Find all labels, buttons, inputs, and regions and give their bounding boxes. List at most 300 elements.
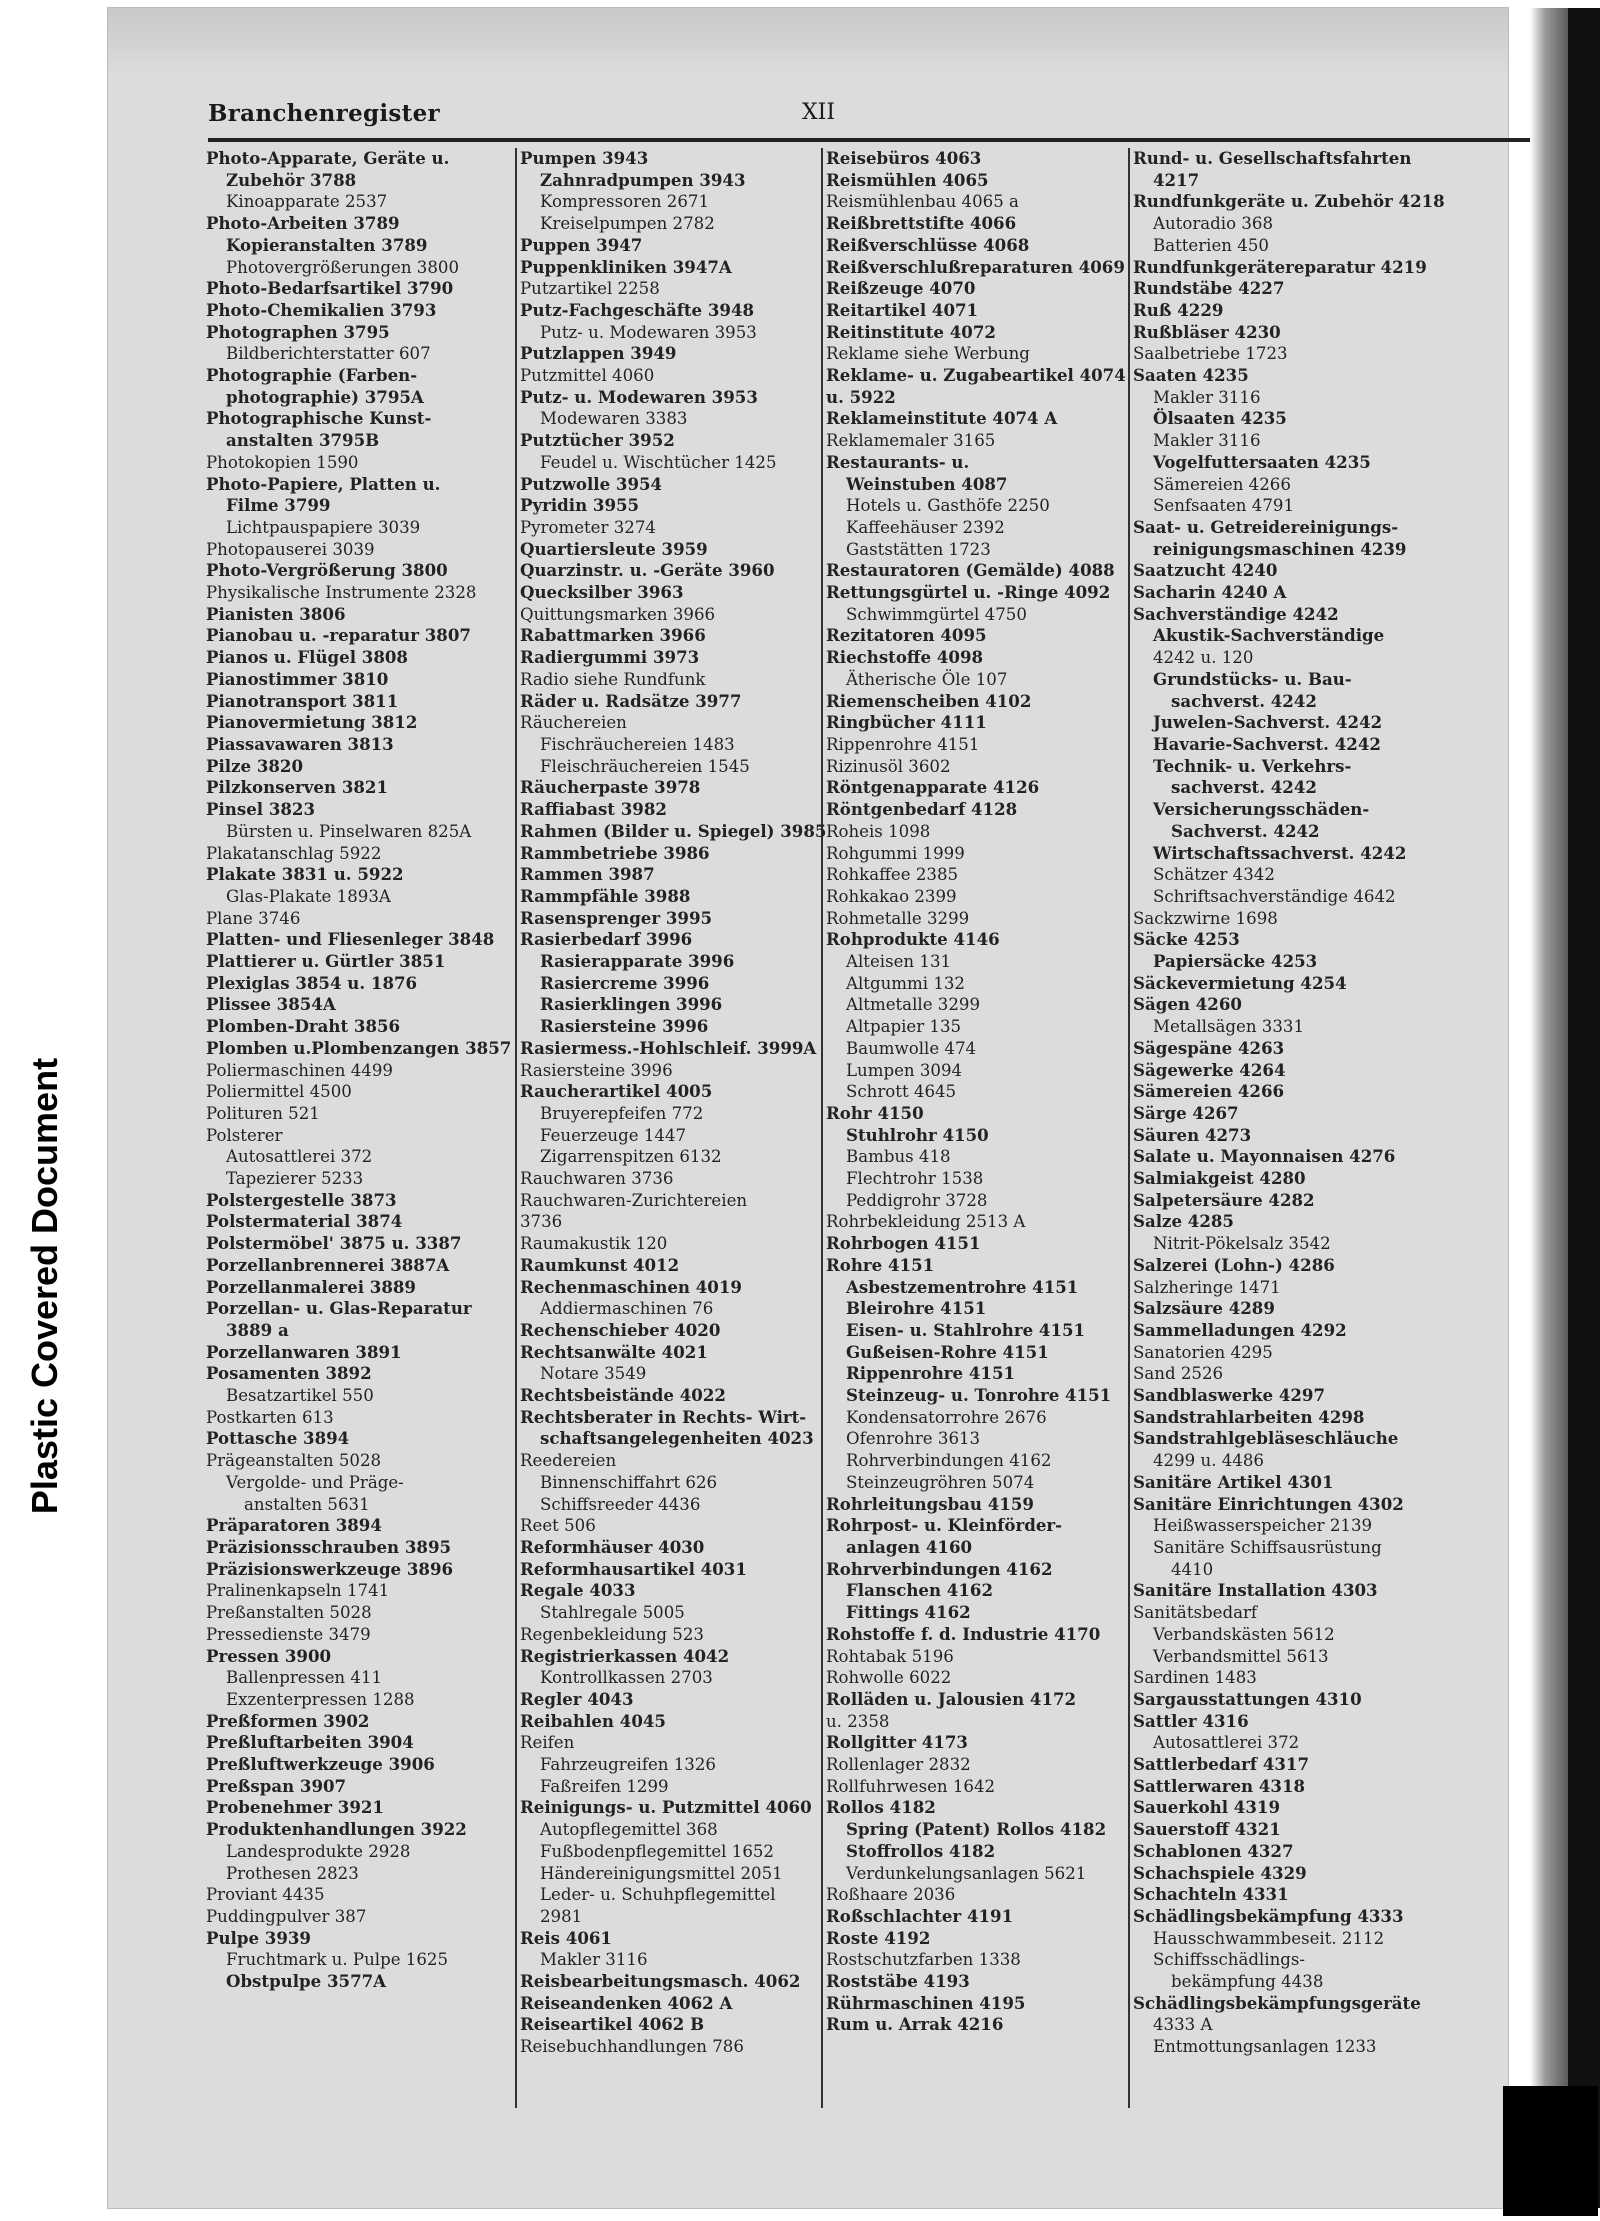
index-entry: Reifen bbox=[520, 1733, 575, 1753]
index-entry: Reklameinstitute 4074 A bbox=[826, 408, 1058, 429]
index-entry: Kompressoren 2671 bbox=[540, 192, 710, 212]
index-entry: Photovergrößerungen 3800 bbox=[226, 257, 460, 277]
index-entry: Quecksilber 3963 bbox=[520, 582, 684, 603]
index-entry: Plexiglas 3854 u. 1876 bbox=[206, 972, 418, 993]
index-entry: Photo-Bedarfsartikel 3790 bbox=[206, 278, 454, 299]
index-entry: 4242 u. 120 bbox=[1153, 648, 1254, 668]
index-entry: Pianobau u. -reparatur 3807 bbox=[206, 625, 471, 646]
index-entry: Puddingpulver 387 bbox=[206, 1906, 367, 1926]
index-entry: Faßreifen 1299 bbox=[540, 1776, 669, 1796]
index-entry: Steinzeug- u. Tonrohre 4151 bbox=[846, 1385, 1112, 1406]
index-entry: Produktenhandlungen 3922 bbox=[206, 1819, 467, 1840]
index-entry: Stahlregale 5005 bbox=[540, 1603, 685, 1623]
index-entry: Reißverschlußreparaturen 4069 bbox=[826, 256, 1125, 277]
index-entry: Modewaren 3383 bbox=[540, 409, 688, 429]
index-entry: Autoradio 368 bbox=[1153, 214, 1274, 234]
index-entry: anstalten 5631 bbox=[244, 1494, 370, 1514]
index-entry: Leder- u. Schuhpflegemittel bbox=[540, 1885, 776, 1905]
index-entry: Registrierkassen 4042 bbox=[520, 1645, 730, 1666]
index-entry: Fischräuchereien 1483 bbox=[540, 734, 735, 754]
index-entry: Makler 3116 bbox=[540, 1950, 648, 1970]
index-entry: Rostschutzfarben 1338 bbox=[826, 1950, 1021, 1970]
index-entry: Reis 4061 bbox=[520, 1927, 612, 1948]
index-entry: Feuerzeuge 1447 bbox=[540, 1125, 687, 1145]
index-entry: Landesprodukte 2928 bbox=[226, 1841, 411, 1861]
index-entry: Rasierbedarf 3996 bbox=[520, 929, 693, 950]
index-entry: Rechtsberater in Rechts- Wirt- bbox=[520, 1406, 807, 1427]
index-entry: Photokopien 1590 bbox=[206, 452, 359, 472]
index-entry: Pyridin 3955 bbox=[520, 495, 640, 516]
index-entry: Lichtpauspapiere 3039 bbox=[226, 517, 421, 537]
index-entry: Flanschen 4162 bbox=[846, 1580, 993, 1601]
index-entry: Pressen 3900 bbox=[206, 1645, 332, 1666]
index-entry: Putzlappen 3949 bbox=[520, 343, 677, 364]
index-entry: Salzsäure 4289 bbox=[1133, 1298, 1275, 1319]
index-entry: Plattierer u. Gürtler 3851 bbox=[206, 951, 446, 972]
index-entry: Sandstrahlarbeiten 4298 bbox=[1133, 1406, 1365, 1427]
index-entry: Filme 3799 bbox=[226, 495, 331, 516]
index-entry: Sanitäre Installation 4303 bbox=[1133, 1580, 1378, 1601]
index-entry: Autosattlerei 372 bbox=[1153, 1733, 1300, 1753]
index-entry: Pianisten 3806 bbox=[206, 603, 346, 624]
index-entry: Rohkaffee 2385 bbox=[826, 865, 959, 885]
index-entry: Sämereien 4266 bbox=[1153, 474, 1291, 494]
index-entry: Polstermöbel' 3875 u. 3387 bbox=[206, 1233, 462, 1254]
index-entry: Verbandskästen 5612 bbox=[1153, 1624, 1335, 1644]
index-entry: Tapezierer 5233 bbox=[226, 1169, 364, 1189]
page-binding-edge bbox=[1530, 8, 1568, 2208]
index-entry: Bruyerepfeifen 772 bbox=[540, 1103, 704, 1123]
index-entry: Prothesen 2823 bbox=[226, 1863, 359, 1883]
index-entry: Bildberichterstatter 607 bbox=[226, 344, 431, 364]
index-entry: Spring (Patent) Rollos 4182 bbox=[846, 1819, 1107, 1840]
index-entry: Papiersäcke 4253 bbox=[1153, 951, 1318, 972]
side-label: Plastic Covered Document bbox=[24, 1057, 65, 1515]
index-entry: Pyrometer 3274 bbox=[520, 517, 656, 537]
index-entry: Bambus 418 bbox=[846, 1147, 951, 1167]
index-entry: Putzmittel 4060 bbox=[520, 366, 655, 386]
index-entry: Sandstrahlgebläseschläuche bbox=[1133, 1428, 1399, 1449]
index-entry: anstalten 3795B bbox=[226, 430, 380, 451]
index-entry: Technik- u. Verkehrs- bbox=[1153, 755, 1352, 776]
index-entry: Schiffsschädlings- bbox=[1153, 1950, 1306, 1970]
index-entry: Raumkunst 4012 bbox=[520, 1254, 680, 1275]
index-entry: Ofenrohre 3613 bbox=[846, 1429, 981, 1449]
index-entry: Notare 3549 bbox=[540, 1364, 647, 1384]
index-entry: Probenehmer 3921 bbox=[206, 1797, 384, 1818]
index-entry: Rohwolle 6022 bbox=[826, 1668, 952, 1688]
index-entry: Sammelladungen 4292 bbox=[1133, 1319, 1347, 1340]
index-entry: Gaststätten 1723 bbox=[846, 539, 991, 559]
index-entry: Rohrverbindungen 4162 bbox=[826, 1558, 1053, 1579]
index-entry: Roßhaare 2036 bbox=[826, 1885, 956, 1905]
index-entry: Metallsägen 3331 bbox=[1153, 1017, 1305, 1037]
index-entry: Rechenmaschinen 4019 bbox=[520, 1276, 742, 1297]
index-entry: Vogelfuttersaaten 4235 bbox=[1153, 451, 1371, 472]
index-entry: Schiffsreeder 4436 bbox=[540, 1494, 701, 1514]
index-entry: Havarie-Sachverst. 4242 bbox=[1153, 733, 1381, 754]
index-entry: Rollos 4182 bbox=[826, 1797, 936, 1818]
index-entry: Putz- u. Modewaren 3953 bbox=[520, 386, 758, 407]
index-entry: Fußbodenpflegemittel 1652 bbox=[540, 1841, 774, 1861]
index-entry: Säuren 4273 bbox=[1133, 1124, 1252, 1145]
index-entry: Raumakustik 120 bbox=[520, 1234, 668, 1254]
index-entry: Preßformen 3902 bbox=[206, 1710, 370, 1731]
index-entry: 4217 bbox=[1153, 169, 1200, 190]
index-entry: u. 5922 bbox=[826, 386, 896, 407]
index-entry: Makler 3116 bbox=[1153, 387, 1261, 407]
index-column-2 bbox=[520, 148, 825, 2058]
index-entry: Sanatorien 4295 bbox=[1133, 1342, 1273, 1362]
index-entry: Regler 4043 bbox=[520, 1688, 634, 1709]
index-entry: Händereinigungsmittel 2051 bbox=[540, 1863, 783, 1883]
index-entry: Entmottungsanlagen 1233 bbox=[1153, 2037, 1377, 2057]
index-entry: Sargausstattungen 4310 bbox=[1133, 1688, 1362, 1709]
index-entry: Photographen 3795 bbox=[206, 321, 390, 342]
index-entry: Piassavawaren 3813 bbox=[206, 733, 394, 754]
index-entry: Reisebüros 4063 bbox=[826, 148, 982, 168]
index-entry: Reitartikel 4071 bbox=[826, 299, 979, 320]
index-entry: Preßanstalten 5028 bbox=[206, 1603, 372, 1623]
index-entry: Reiseartikel 4062 B bbox=[520, 2014, 705, 2035]
index-entry: Räuchereien bbox=[520, 713, 627, 733]
index-entry: Riechstoffe 4098 bbox=[826, 647, 984, 668]
index-entry: Sattlerbedarf 4317 bbox=[1133, 1754, 1310, 1775]
index-entry: Reformhausartikel 4031 bbox=[520, 1558, 747, 1579]
index-entry: anlagen 4160 bbox=[846, 1537, 973, 1557]
index-entry: reinigungsmaschinen 4239 bbox=[1153, 538, 1407, 559]
scanned-page bbox=[108, 8, 1508, 2208]
index-entry: Photo-Vergrößerung 3800 bbox=[206, 560, 448, 581]
index-entry: Schachspiele 4329 bbox=[1133, 1862, 1307, 1883]
index-entry: Hotels u. Gasthöfe 2250 bbox=[846, 496, 1050, 516]
index-entry: Roststäbe 4193 bbox=[826, 1971, 970, 1992]
index-entry: Reklame- u. Zugabeartikel 4074 bbox=[826, 365, 1126, 386]
index-entry: Bürsten u. Pinselwaren 825A bbox=[226, 821, 472, 841]
index-entry: Rasiersteine 3996 bbox=[520, 1060, 673, 1080]
index-entry: Sanitäre Einrichtungen 4302 bbox=[1133, 1493, 1404, 1514]
index-entry: Restauratoren (Gemälde) 4088 bbox=[826, 560, 1115, 581]
index-entry: Roheis 1098 bbox=[826, 821, 931, 841]
index-entry: Saat- u. Getreidereinigungs- bbox=[1133, 516, 1399, 537]
index-entry: Plomben-Draht 3856 bbox=[206, 1016, 401, 1037]
index-entry: Reedereien bbox=[520, 1451, 617, 1471]
scan-border-corner bbox=[1503, 2086, 1598, 2216]
index-entry: 4299 u. 4486 bbox=[1153, 1451, 1264, 1471]
index-entry: Besatzartikel 550 bbox=[226, 1386, 374, 1406]
index-entry: Reißverschlüsse 4068 bbox=[826, 234, 1030, 255]
index-entry: Pralinenkapseln 1741 bbox=[206, 1581, 390, 1601]
index-entry: Rippenrohre 4151 bbox=[826, 734, 980, 754]
index-entry: Reißzeuge 4070 bbox=[826, 278, 976, 299]
index-column-3 bbox=[826, 148, 1131, 2036]
index-entry: Bleirohre 4151 bbox=[846, 1298, 987, 1319]
index-entry: Reiseandenken 4062 A bbox=[520, 1992, 733, 2013]
index-entry: Hausschwammbeseit. 2112 bbox=[1153, 1928, 1385, 1948]
index-entry: Rohkakao 2399 bbox=[826, 886, 957, 906]
index-entry: Pianostimmer 3810 bbox=[206, 668, 389, 689]
index-entry: Rundfunkgerätereparatur 4219 bbox=[1133, 256, 1427, 277]
index-entry: Photographische Kunst- bbox=[206, 408, 432, 429]
index-entry: Rizinusöl 3602 bbox=[826, 756, 951, 776]
index-entry: Sauerkohl 4319 bbox=[1133, 1797, 1280, 1818]
index-entry: Pressedienste 3479 bbox=[206, 1624, 371, 1644]
index-entry: Photo-Chemikalien 3793 bbox=[206, 299, 437, 320]
index-entry: Roste 4192 bbox=[826, 1927, 931, 1948]
index-entry: Rechtsbeistände 4022 bbox=[520, 1385, 726, 1406]
index-entry: Altgummi 132 bbox=[846, 973, 965, 993]
index-entry: Radio siehe Rundfunk bbox=[520, 669, 706, 689]
index-entry: Rasierapparate 3996 bbox=[540, 951, 735, 972]
index-entry: Rußbläser 4230 bbox=[1133, 321, 1281, 342]
index-entry: Preßluftwerkzeuge 3906 bbox=[206, 1754, 435, 1775]
index-entry: Proviant 4435 bbox=[206, 1885, 325, 1905]
index-entry: Kontrollkassen 2703 bbox=[540, 1668, 713, 1688]
index-entry: Altpapier 135 bbox=[846, 1017, 962, 1037]
index-entry: Photographie (Farben- bbox=[206, 365, 418, 386]
index-entry: Rohrbekleidung 2513 A bbox=[826, 1212, 1026, 1232]
index-entry: Rammbetriebe 3986 bbox=[520, 842, 710, 863]
index-entry: Kopieranstalten 3789 bbox=[226, 234, 428, 255]
index-entry: Rezitatoren 4095 bbox=[826, 625, 987, 646]
index-entry: Räder u. Radsätze 3977 bbox=[520, 690, 742, 711]
index-entry: 4410 bbox=[1171, 1559, 1214, 1579]
index-entry: Sandblaswerke 4297 bbox=[1133, 1385, 1326, 1406]
index-entry: photographie) 3795A bbox=[226, 386, 424, 407]
index-entry: Plomben u.Plombenzangen 3857 bbox=[206, 1037, 512, 1058]
index-entry: Pottasche 3894 bbox=[206, 1428, 350, 1449]
index-entry: Heißwasserspeicher 2139 bbox=[1153, 1516, 1373, 1536]
index-entry: Pilzkonserven 3821 bbox=[206, 777, 389, 798]
index-entry: Plissee 3854A bbox=[206, 994, 336, 1015]
index-entry: Rettungsgürtel u. -Ringe 4092 bbox=[826, 582, 1111, 603]
index-entry: Baumwolle 474 bbox=[846, 1038, 977, 1058]
index-entry: Poliermaschinen 4499 bbox=[206, 1060, 393, 1080]
index-entry: Schrott 4645 bbox=[846, 1082, 957, 1102]
index-entry: Puppen 3947 bbox=[520, 234, 643, 255]
index-entry: Röntgenbedarf 4128 bbox=[826, 799, 1018, 820]
index-entry: Sackzwirne 1698 bbox=[1133, 908, 1278, 928]
index-entry: Rollgitter 4173 bbox=[826, 1732, 968, 1753]
index-entry: Juwelen-Sachverst. 4242 bbox=[1153, 712, 1383, 733]
index-entry: Polstermaterial 3874 bbox=[206, 1211, 403, 1232]
index-entry: Sanitäre Schiffsausrüstung bbox=[1153, 1538, 1382, 1557]
index-entry: schaftsangelegenheiten 4023 bbox=[540, 1428, 814, 1449]
page-header-title: Branchenregister bbox=[208, 100, 440, 127]
index-entry: Addiermaschinen 76 bbox=[540, 1299, 714, 1319]
index-entry: Sachverständige 4242 bbox=[1133, 603, 1339, 624]
index-entry: Kaffeehäuser 2392 bbox=[846, 517, 1005, 537]
index-entry: Rauchwaren-Zurichtereien bbox=[520, 1190, 748, 1210]
index-entry: Akustik-Sachverständige bbox=[1153, 625, 1385, 646]
index-entry: Rundfunkgeräte u. Zubehör 4218 bbox=[1133, 191, 1445, 212]
index-entry: Preßluftarbeiten 3904 bbox=[206, 1732, 414, 1753]
index-entry: Fahrzeugreifen 1326 bbox=[540, 1755, 716, 1775]
header-rule bbox=[208, 138, 1530, 142]
index-entry: Reformhäuser 4030 bbox=[520, 1537, 705, 1557]
index-entry: Rohrbogen 4151 bbox=[826, 1233, 981, 1254]
index-entry: 2981 bbox=[540, 1906, 583, 1926]
index-entry: Schriftsachverständige 4642 bbox=[1153, 886, 1396, 906]
index-entry: Quartiersleute 3959 bbox=[520, 538, 708, 559]
index-entry: Saaten 4235 bbox=[1133, 365, 1249, 386]
index-entry: Reisebuchhandlungen 786 bbox=[520, 2037, 744, 2057]
index-entry: Putzwolle 3954 bbox=[520, 473, 663, 494]
index-entry: Putzartikel 2258 bbox=[520, 279, 660, 299]
index-entry: Asbestzementrohre 4151 bbox=[846, 1276, 1079, 1297]
index-entry: Roßschlachter 4191 bbox=[826, 1905, 1014, 1926]
index-entry: Sacharin 4240 A bbox=[1133, 582, 1287, 603]
index-entry: Rammpfähle 3988 bbox=[520, 885, 691, 906]
index-entry: Salmiakgeist 4280 bbox=[1133, 1168, 1306, 1189]
index-entry: Sägewerke 4264 bbox=[1133, 1059, 1286, 1080]
page-number: XII bbox=[802, 100, 836, 125]
index-entry: Sägespäne 4263 bbox=[1133, 1037, 1285, 1058]
index-entry: Rohr 4150 bbox=[826, 1102, 924, 1123]
index-entry: Altmetalle 3299 bbox=[846, 995, 981, 1015]
index-entry: Präparatoren 3894 bbox=[206, 1515, 382, 1536]
index-entry: Rollenlager 2832 bbox=[826, 1755, 971, 1775]
index-entry: Säcke 4253 bbox=[1133, 929, 1240, 950]
index-entry: Rasiercreme 3996 bbox=[540, 972, 710, 993]
index-entry: Ätherische Öle 107 bbox=[846, 669, 1008, 689]
index-entry: Polituren 521 bbox=[206, 1103, 320, 1123]
index-entry: Ringbücher 4111 bbox=[826, 712, 987, 733]
index-entry: Photo-Apparate, Geräte u. bbox=[206, 148, 450, 168]
index-entry: Putztücher 3952 bbox=[520, 430, 675, 451]
index-entry: Porzellanmalerei 3889 bbox=[206, 1276, 416, 1297]
index-entry: Schwimmgürtel 4750 bbox=[846, 604, 1027, 624]
index-entry: Posamenten 3892 bbox=[206, 1363, 372, 1384]
index-entry: Obstpulpe 3577A bbox=[226, 1971, 387, 1992]
index-entry: Zubehör 3788 bbox=[226, 169, 357, 190]
index-entry: Rasiersteine 3996 bbox=[540, 1016, 709, 1037]
index-entry: Rohstoffe f. d. Industrie 4170 bbox=[826, 1623, 1101, 1644]
column-divider bbox=[515, 148, 517, 2108]
index-entry: Särge 4267 bbox=[1133, 1102, 1239, 1123]
index-entry: Reisbearbeitungsmasch. 4062 bbox=[520, 1971, 801, 1992]
index-entry: Pianotransport 3811 bbox=[206, 690, 399, 711]
index-entry: Eisen- u. Stahlrohre 4151 bbox=[846, 1319, 1086, 1340]
index-entry: Reitinstitute 4072 bbox=[826, 321, 996, 342]
index-entry: Sauerstoff 4321 bbox=[1133, 1819, 1281, 1840]
index-entry: sachverst. 4242 bbox=[1171, 690, 1317, 711]
index-entry: Plakatanschlag 5922 bbox=[206, 843, 382, 863]
index-entry: Präzisionswerkzeuge 3896 bbox=[206, 1558, 454, 1579]
index-entry: Batterien 450 bbox=[1153, 235, 1269, 255]
index-entry: Raffiabast 3982 bbox=[520, 799, 667, 820]
index-entry: Rührmaschinen 4195 bbox=[826, 1992, 1026, 2013]
index-entry: Kinoapparate 2537 bbox=[226, 192, 388, 212]
index-entry: bekämpfung 4438 bbox=[1171, 1972, 1324, 1992]
index-entry: Rohprodukte 4146 bbox=[826, 929, 1000, 950]
index-entry: Sanitätsbedarf bbox=[1133, 1603, 1258, 1623]
index-entry: Senfsaaten 4791 bbox=[1153, 496, 1294, 516]
index-entry: Nitrit-Pökelsalz 3542 bbox=[1153, 1234, 1331, 1254]
index-entry: Porzellan- u. Glas-Reparatur bbox=[206, 1298, 472, 1319]
index-entry: Makler 3116 bbox=[1153, 431, 1261, 451]
index-entry: Autopflegemittel 368 bbox=[540, 1820, 718, 1840]
index-entry: Photopauserei 3039 bbox=[206, 539, 375, 559]
index-entry: Schätzer 4342 bbox=[1153, 865, 1275, 885]
index-entry: Rund- u. Gesellschaftsfahrten bbox=[1133, 148, 1412, 168]
index-entry: Stoffrollos 4182 bbox=[846, 1840, 996, 1861]
index-entry: Ballenpressen 411 bbox=[226, 1668, 383, 1688]
index-entry: Reklamemaler 3165 bbox=[826, 431, 996, 451]
index-column-4 bbox=[1133, 148, 1445, 2058]
index-entry: Reismühlenbau 4065 a bbox=[826, 192, 1019, 212]
index-entry: Salzerei (Lohn-) 4286 bbox=[1133, 1254, 1335, 1275]
index-entry: Rohrpost- u. Kleinförder- bbox=[826, 1515, 1063, 1536]
index-entry: sachverst. 4242 bbox=[1171, 777, 1317, 798]
index-entry: Physikalische Instrumente 2328 bbox=[206, 583, 477, 603]
index-entry: Rollfuhrwesen 1642 bbox=[826, 1776, 996, 1796]
index-entry: Weinstuben 4087 bbox=[846, 473, 1008, 494]
index-entry: Sanitäre Artikel 4301 bbox=[1133, 1471, 1334, 1492]
index-entry: Glas-Plakate 1893A bbox=[226, 886, 391, 906]
index-entry: Pianos u. Flügel 3808 bbox=[206, 647, 408, 668]
index-entry: Lumpen 3094 bbox=[846, 1060, 963, 1080]
index-entry: Pinsel 3823 bbox=[206, 799, 316, 820]
index-entry: Salzheringe 1471 bbox=[1133, 1277, 1281, 1297]
index-entry: Rohrverbindungen 4162 bbox=[846, 1451, 1052, 1471]
index-entry: Rasensprenger 3995 bbox=[520, 907, 713, 928]
index-entry: Räucherpaste 3978 bbox=[520, 777, 701, 798]
index-entry: Fruchtmark u. Pulpe 1625 bbox=[226, 1950, 449, 1970]
index-entry: Rippenrohre 4151 bbox=[846, 1363, 1016, 1384]
index-entry: Vergolde- und Präge- bbox=[226, 1472, 404, 1492]
index-entry: Poliermittel 4500 bbox=[206, 1082, 352, 1102]
page-top-shadow bbox=[108, 8, 1508, 78]
index-entry: Röntgenapparate 4126 bbox=[826, 777, 1040, 798]
index-entry: Sardinen 1483 bbox=[1133, 1668, 1257, 1688]
index-entry: u. 2358 bbox=[826, 1711, 890, 1731]
index-entry: Rahmen (Bilder u. Spiegel) 3985 bbox=[520, 820, 827, 841]
index-entry: Schädlingsbekämpfung 4333 bbox=[1133, 1905, 1404, 1926]
index-entry: Platten- und Fliesenleger 3848 bbox=[206, 929, 495, 950]
index-entry: Salate u. Mayonnaisen 4276 bbox=[1133, 1146, 1396, 1167]
index-entry: Rechtsanwälte 4021 bbox=[520, 1341, 708, 1362]
index-entry: Rauchwaren 3736 bbox=[520, 1169, 674, 1189]
index-entry: Wirtschaftssachverst. 4242 bbox=[1153, 842, 1407, 863]
index-entry: Alteisen 131 bbox=[846, 952, 952, 972]
index-entry: Rohrleitungsbau 4159 bbox=[826, 1493, 1034, 1514]
index-entry: Saalbetriebe 1723 bbox=[1133, 344, 1288, 364]
index-entry: Pilze 3820 bbox=[206, 755, 304, 776]
index-entry: Sägen 4260 bbox=[1133, 994, 1242, 1015]
index-entry: Pumpen 3943 bbox=[520, 148, 649, 168]
index-entry: Photo-Arbeiten 3789 bbox=[206, 213, 400, 234]
index-entry: Schablonen 4327 bbox=[1133, 1840, 1294, 1861]
index-entry: Salpetersäure 4282 bbox=[1133, 1189, 1315, 1210]
index-entry: Kreiselpumpen 2782 bbox=[540, 214, 715, 234]
index-entry: Grundstücks- u. Bau- bbox=[1153, 668, 1352, 689]
index-entry: 3736 bbox=[520, 1212, 563, 1232]
index-entry: Reinigungs- u. Putzmittel 4060 bbox=[520, 1797, 812, 1818]
index-entry: Ölsaaten 4235 bbox=[1153, 408, 1287, 429]
index-entry: 4333 A bbox=[1153, 2015, 1213, 2035]
index-entry: Zigarrenspitzen 6132 bbox=[540, 1147, 722, 1167]
index-entry: Gußeisen-Rohre 4151 bbox=[846, 1341, 1049, 1362]
index-entry: Präzisionsschrauben 3895 bbox=[206, 1537, 452, 1557]
index-entry: Prägeanstalten 5028 bbox=[206, 1451, 382, 1471]
index-entry: Autosattlerei 372 bbox=[226, 1147, 373, 1167]
index-entry: Sattlerwaren 4318 bbox=[1133, 1775, 1306, 1796]
index-entry: Fittings 4162 bbox=[846, 1602, 971, 1623]
index-entry: Quarzinstr. u. -Geräte 3960 bbox=[520, 560, 775, 581]
index-entry: Regenbekleidung 523 bbox=[520, 1624, 704, 1644]
index-entry: Postkarten 613 bbox=[206, 1407, 334, 1427]
